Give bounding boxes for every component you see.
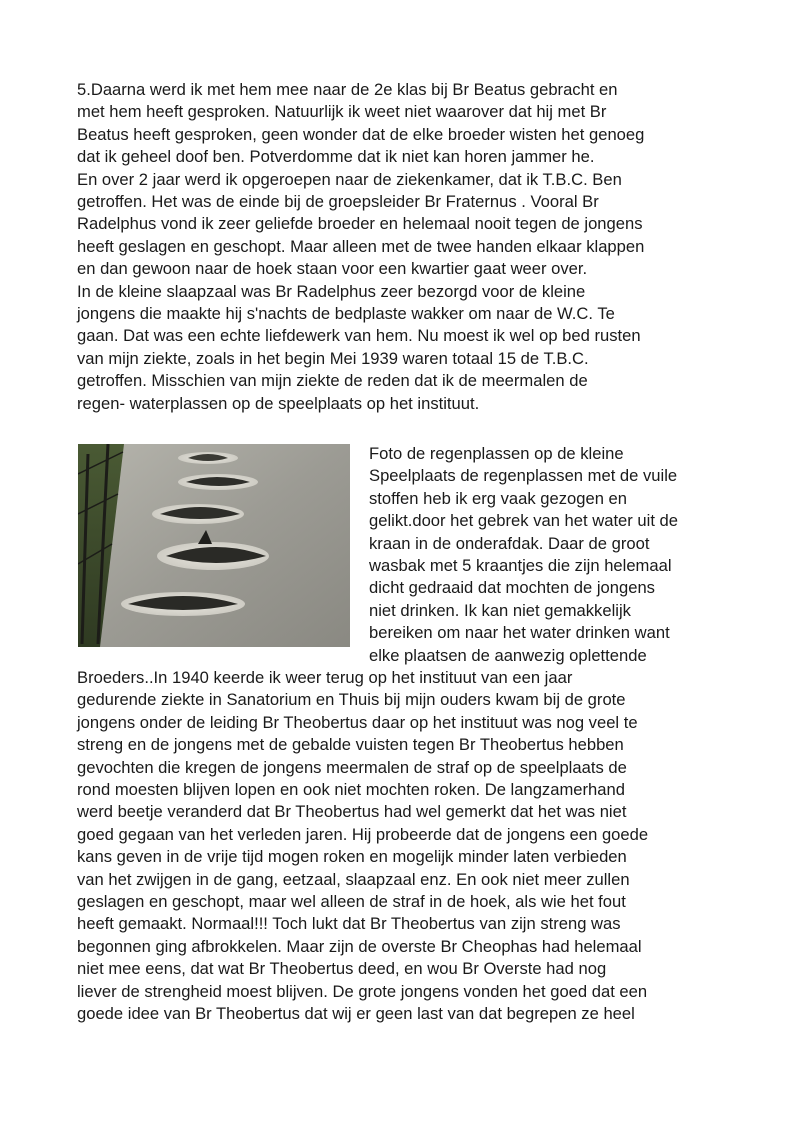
text-line: Foto de regenplassen op de kleine	[369, 444, 624, 463]
text-line: Beatus heeft gesproken, geen wonder dat de elke broeder wisten het genoeg	[77, 124, 645, 144]
text-line: getroffen. Het was de einde bij de groepsleider Br Fraternus . Vooral Br	[77, 192, 599, 212]
text-line: dat ik geheel doof ben. Potverdomme dat ik niet kan horen jammer he.	[77, 147, 595, 167]
text-line: van mijn ziekte, zoals in het begin Mei 1939 waren totaal 15 de T.B.C.	[77, 348, 589, 368]
text-line: gedurende ziekte in Sanatorium en Thuis bij mijn ouders kwam bij de grote	[77, 690, 626, 710]
text-line: geslagen en geschopt, maar wel alleen de straf in de hoek, als wie het fout	[77, 892, 626, 912]
text-line: bereiken om naar het water drinken want	[369, 623, 670, 643]
text-line: regen- waterplassen op de speelplaats op het instituut.	[77, 393, 480, 413]
text-line: wasbak met 5 kraantjes die zijn helemaal	[369, 556, 672, 576]
text-line: goede idee van Br Theobertus dat wij er geen last van dat begrepen ze heel	[77, 1004, 635, 1024]
text-line: heeft gemaakt. Normaal!!! Toch lukt dat Br Theobertus van zijn streng was	[77, 914, 621, 934]
text-line: In de kleine slaapzaal was Br Radelphus zeer bezorgd voor de kleine	[77, 281, 586, 301]
text-line: elke plaatsen de aanwezig oplettende	[369, 645, 647, 665]
text-line: en dan gewoon naar de hoek staan voor een kwartier gaat weer over.	[77, 259, 588, 279]
text-line: jongens onder de leiding Br Theobertus daar op het instituut was nog veel te	[77, 712, 638, 732]
paragraph-side	[369, 443, 729, 667]
text-line: rond moesten blijven lopen en ook niet mochten roken. De langzamerhand	[77, 780, 625, 800]
text-line: liever de strengheid moest blijven. De grote jongens vonden het goed dat een	[77, 981, 648, 1001]
text-line: begonnen ging afbrokkelen. Maar zijn de overste Br Cheophas had helemaal	[77, 936, 642, 956]
text-line: 5.Daarna werd ik met hem mee naar de 2e klas bij Br Beatus gebracht en	[77, 80, 618, 99]
paragraph-bottom	[77, 667, 737, 1026]
text-line: Radelphus vond ik zeer geliefde broeder en helemaal nooit tegen de jongens	[77, 214, 643, 234]
rain-puddles-photo	[78, 444, 350, 647]
text-line: streng en de jongens met de gebalde vuisten tegen Br Theobertus hebben	[77, 735, 624, 755]
text-line: heeft geslagen en geschopt. Maar alleen met de twee handen elkaar klappen	[77, 236, 645, 256]
paragraph-top	[77, 79, 737, 415]
text-line: met hem heeft gesproken. Natuurlijk ik weet niet waarover dat hij met Br	[77, 102, 607, 122]
text-line: stoffen heb ik erg vaak gezogen en	[369, 488, 628, 508]
text-line: Speelplaats de regenplassen met de vuile	[369, 466, 678, 486]
text-line: kraan in de onderafdak. Daar de groot	[369, 533, 650, 553]
text-line: getroffen. Misschien van mijn ziekte de reden dat ik de meermalen de	[77, 371, 588, 391]
text-line: kans geven in de vrije tijd mogen roken en mogelijk minder laten verbieden	[77, 847, 627, 867]
puddle-image	[78, 444, 350, 647]
text-line: gaan. Dat was een echte liefdewerk van hem. Nu moest ik wel op bed rusten	[77, 326, 641, 346]
text-line: van het zwijgen in de gang, eetzaal, slaapzaal enz. En ook niet meer zullen	[77, 869, 630, 889]
text-line: werd beetje veranderd dat Br Theobertus had wel gemerkt dat het was niet	[77, 802, 627, 822]
text-line: goed gegaan van het verleden jaren. Hij probeerde dat de jongens een goede	[77, 824, 649, 844]
text-line: Broeders..In 1940 keerde ik weer terug op het instituut van een jaar	[77, 668, 573, 687]
text-line: jongens die maakte hij s'nachts de bedplaste wakker om naar de W.C. Te	[77, 304, 615, 324]
text-line: dicht gedraaid dat mochten de jongens	[369, 578, 655, 598]
text-line: gevochten die kregen de jongens meermalen de straf op de speelplaats de	[77, 757, 627, 777]
text-line: niet mee eens, dat wat Br Theobertus deed, en wou Br Overste had nog	[77, 959, 607, 979]
text-line: niet drinken. Ik kan niet gemakkelijk	[369, 600, 631, 620]
text-line: gelikt.door het gebrek van het water uit de	[369, 511, 679, 531]
text-line: En over 2 jaar werd ik opgeroepen naar de ziekenkamer, dat ik T.B.C. Ben	[77, 169, 622, 189]
